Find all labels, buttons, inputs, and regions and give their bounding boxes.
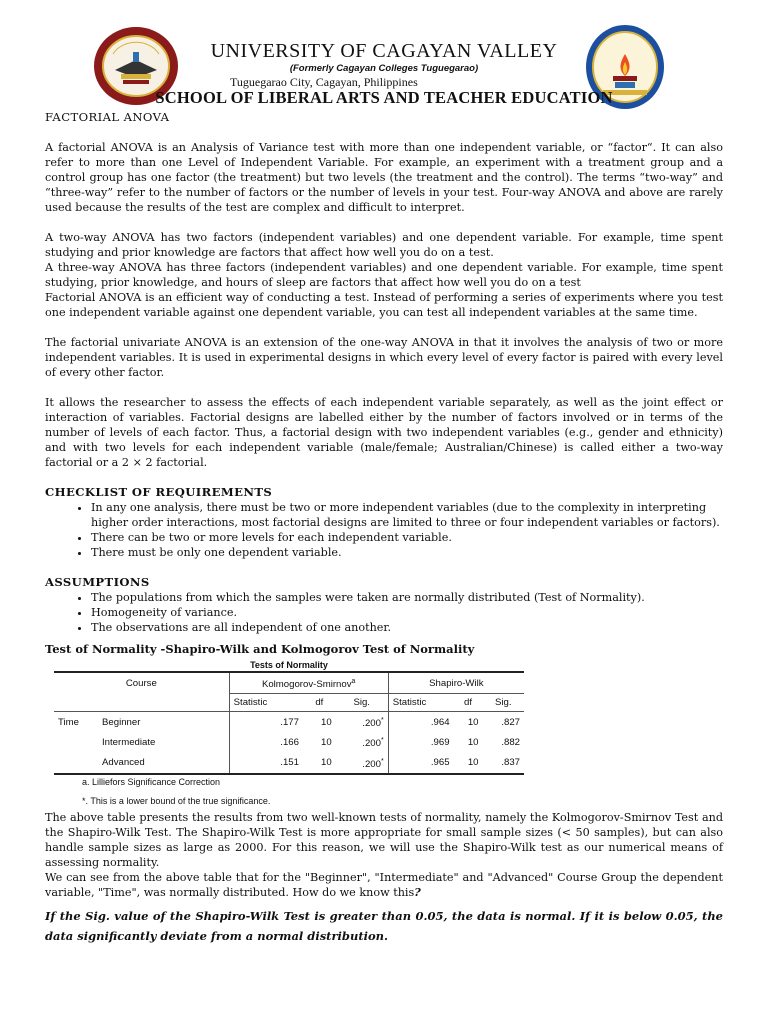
table-row xyxy=(54,732,524,752)
col-header: Statistic xyxy=(229,694,303,712)
col-header: Sig. xyxy=(353,697,370,709)
checklist-list xyxy=(45,500,723,560)
row-label: Time xyxy=(58,716,79,728)
cell: .200* xyxy=(362,737,384,750)
col-header: Sig. xyxy=(494,697,512,709)
normality-section-title: Test of Normality -Shapiro-Wilk and Kolmogorov Test of Normality xyxy=(45,642,475,656)
checklist-heading: CHECKLIST OF REQUIREMENTS xyxy=(45,485,273,499)
cell: 10 xyxy=(467,736,479,748)
university-name: UNIVERSITY OF CAGAYAN VALLEY xyxy=(210,40,558,62)
cell: .837 xyxy=(501,757,520,769)
cell: .965 xyxy=(388,753,453,774)
cell: .151 xyxy=(229,753,303,774)
cell: .827 xyxy=(501,716,520,728)
paragraph: A factorial ANOVA is an Analysis of Variance test with more than one independent variable, or “factor“. It can also refer to more than one Level of Independent Variable. For example, an experiment with a treatment group and a control group has one factor (the treatment) but two levels (the treatment and the control). The terms “two-way” and “three-way” refer to the number of factors or the number of levels in your test. Four-way ANOVA and above are rarely used because the results of the test are complex and difficult to interpret. xyxy=(45,141,723,214)
list-item: • In any one analysis, there must be two or more independent variables (due to the complexity in interpreting higher order interactions, most factorial designs are limited to three or four independent variables or factors). xyxy=(91,500,723,530)
paragraph: The above table presents the results from two well-known tests of normality, namely the Kolmogorov-Smirnov Test and the Shapiro-Wilk Test. The Shapiro-Wilk Test is more appropriate for small sample sizes (< 50 samples), but can also handle sample sizes as large as 2000. For this reason, we will use the Shapiro-Wilk test as our numerical means of assessing normality. xyxy=(45,810,723,869)
table-row xyxy=(54,712,524,733)
former-name: (Formerly Cagayan Colleges Tuguegarao) xyxy=(289,63,479,74)
table-title: Tests of Normality xyxy=(250,660,328,670)
cell: 10 xyxy=(321,757,332,769)
cell: .177 xyxy=(229,712,303,733)
conclusion-note: If the Sig. value of the Shapiro-Wilk Test is greater than 0.05, the data is normal. If it is below 0.05, the data significantly deviate from a normal distribution. xyxy=(45,908,723,943)
paragraph: The factorial univariate ANOVA is an extension of the one-way ANOVA in that it involves the analysis of two or more independent variables. It is used in experimental designs in which every level of every factor is paired with every level of every other factor. xyxy=(45,336,723,379)
normality-table-block xyxy=(54,658,524,808)
normality-table xyxy=(54,671,524,775)
sw-header: Shapiro-Wilk xyxy=(388,672,524,694)
list-item: • There must be only one dependent variable. xyxy=(91,545,723,560)
cell: 10 xyxy=(467,757,479,769)
col-header: df xyxy=(315,697,324,709)
cell: 10 xyxy=(467,716,479,728)
list-item: • Homogeneity of variance. xyxy=(91,605,723,620)
col-header: Statistic xyxy=(388,694,453,712)
course-header: Course xyxy=(125,677,157,689)
cell: .166 xyxy=(229,732,303,752)
table-footnote: a. Lilliefors Significance Correction xyxy=(82,776,221,787)
cell: .882 xyxy=(501,736,520,748)
cell: .200* xyxy=(362,757,384,770)
cell: .200* xyxy=(362,717,384,730)
cell: .969 xyxy=(388,732,453,752)
section-title: FACTORIAL ANOVA xyxy=(45,110,170,124)
cell: .964 xyxy=(388,712,453,733)
table-footnote: *. This is a lower bound of the true significance. xyxy=(82,795,271,806)
document-body xyxy=(45,110,723,946)
col-header: df xyxy=(464,697,473,709)
ks-header: Kolmogorov-Smirnov$^a$ xyxy=(229,672,388,694)
list-item: • There can be two or more levels for each independent variable. xyxy=(91,530,723,545)
cell: 10 xyxy=(321,736,332,748)
paragraph: A two-way ANOVA has two factors (independent variables) and one dependent variable. For example, time spent studying and prior knowledge are factors that affect how well you do on a test. xyxy=(45,231,723,259)
course-cell: Advanced xyxy=(102,757,145,769)
list-item: • The observations are all independent of one another. xyxy=(91,620,723,635)
course-cell: Intermediate xyxy=(102,736,156,748)
assumptions-heading: ASSUMPTIONS xyxy=(45,575,150,589)
course-cell: Beginner xyxy=(102,716,141,728)
paragraph: A three-way ANOVA has three factors (independent variables) and one dependent variable. For example, time spent studying, prior knowledge, and hours of sleep are factors that affect how well you do on a test xyxy=(45,261,723,289)
school-name: SCHOOL OF LIBERAL ARTS AND TEACHER EDUCATION xyxy=(155,88,613,107)
paragraph: Factorial ANOVA is an efficient way of conducting a test. Instead of performing a series of experiments where you test one independent variable against one dependent variable, you can test all independent variables at the same time. xyxy=(45,291,723,319)
paragraph: It allows the researcher to assess the effects of each independent variable separately, as well as the joint effect or interaction of variables. Factorial designs are labelled either by the number of factors involved or in terms of the number of levels of each factor. Thus, a factorial design with two independent variables (e.g., gender and ethnicity) and with two levels for each independent variable (male/female; Australian/Chinese) is called either a two-way factorial or a 2 × 2 factorial. xyxy=(45,396,723,469)
list-item: • The populations from which the samples were taken are normally distributed (Test of Normality). xyxy=(91,590,723,605)
table-row xyxy=(54,753,524,774)
address: Tuguegarao City, Cagayan, Philippines xyxy=(230,75,418,89)
assumptions-list xyxy=(45,590,723,635)
cell: 10 xyxy=(321,716,332,728)
paragraph: We can see from the above table that for the "Beginner", "Intermediate" and "Advanced" Course Group the dependent variable, "Time", was normally distributed. How do we know this? xyxy=(45,870,723,899)
